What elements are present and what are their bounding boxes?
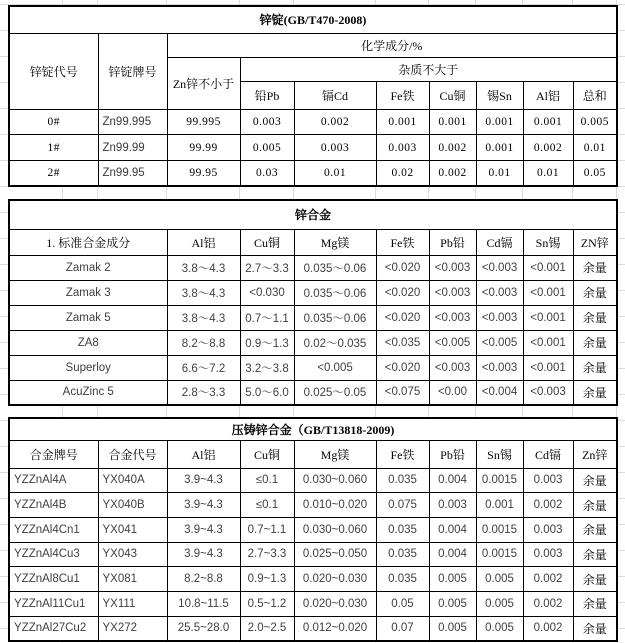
table-cell: 0.02～0.035 xyxy=(294,330,376,355)
table-cell: 余量 xyxy=(573,355,617,380)
table-cell: 0.002 xyxy=(294,109,376,135)
column-header: 1. 标准合金成分 xyxy=(9,229,167,255)
table-cell: 0.01 xyxy=(476,160,523,186)
table-cell: 0.005 xyxy=(429,591,476,616)
table-cell: YX081 xyxy=(98,567,167,592)
column-header-code: 锌锭代号 xyxy=(9,33,98,109)
table-cell: 0.001 xyxy=(476,493,523,518)
header-row xyxy=(9,33,617,57)
die-cast-zinc-alloy-table xyxy=(8,417,618,642)
table-title: 锌锭(GB/T470-2008) xyxy=(9,6,617,33)
column-header: Cu铜 xyxy=(240,229,294,255)
table-cell: <0.001 xyxy=(523,280,573,305)
table-cell: 0.004 xyxy=(429,517,476,542)
column-header: Al铝 xyxy=(523,81,573,109)
table-cell: 8.2～8.8 xyxy=(167,330,240,355)
table-cell: 0.035 xyxy=(376,567,429,592)
column-header-zn-min: Zn锌不小于 xyxy=(167,57,240,109)
table-cell: <0.003 xyxy=(476,280,523,305)
header-row xyxy=(9,229,617,255)
table-cell: <0.003 xyxy=(523,380,573,405)
table-cell: 3.9~4.3 xyxy=(167,542,240,567)
column-header-grade: 锌锭牌号 xyxy=(98,33,167,109)
zinc-alloy-table xyxy=(8,199,618,406)
table-cell: 0.035 xyxy=(376,468,429,493)
table-cell: 6.6～7.2 xyxy=(167,355,240,380)
column-header: Cd镉 xyxy=(523,440,573,468)
table-cell: 余量 xyxy=(573,591,617,616)
table-cell: ZA8 xyxy=(9,330,167,355)
table-cell: 0.0015 xyxy=(476,468,523,493)
table-cell: YX040B xyxy=(98,493,167,518)
table-cell: 0# xyxy=(9,109,98,135)
table-cell: <0.003 xyxy=(429,355,476,380)
table-cell: YX040A xyxy=(98,468,167,493)
table-cell: 余量 xyxy=(573,305,617,330)
table-cell: 余量 xyxy=(573,542,617,567)
table-cell: 余量 xyxy=(573,255,617,280)
table-cell: YX043 xyxy=(98,542,167,567)
table-cell: 0.005 xyxy=(476,591,523,616)
table-cell: 0.002 xyxy=(429,160,476,186)
table-cell: 0.01 xyxy=(294,160,376,186)
table-row xyxy=(9,355,617,380)
zinc-alloy-header xyxy=(9,200,617,255)
table-cell: <0.003 xyxy=(476,305,523,330)
column-header: Pb铅 xyxy=(429,440,476,468)
table-cell: Zamak 3 xyxy=(9,280,167,305)
table-cell: 25.5~28.0 xyxy=(167,616,240,641)
table-cell: 0.005 xyxy=(429,616,476,641)
table-cell: 0.025~0.050 xyxy=(294,542,376,567)
table-row xyxy=(9,468,617,493)
table-cell: 0.010~0.020 xyxy=(294,493,376,518)
column-header: 镉Cd xyxy=(294,81,376,109)
table-cell: 0.003 xyxy=(429,493,476,518)
table-row xyxy=(9,330,617,355)
header-row xyxy=(9,440,617,468)
table-cell: <0.003 xyxy=(429,305,476,330)
table-cell: 0.003 xyxy=(523,468,573,493)
table-cell: <0.001 xyxy=(523,355,573,380)
table-row xyxy=(9,493,617,518)
table-cell: 余量 xyxy=(573,493,617,518)
table-cell: 0.7～1.1 xyxy=(240,305,294,330)
table-cell: 0.0015 xyxy=(476,542,523,567)
column-header: Fe铁 xyxy=(376,229,429,255)
table-cell: 0.035 xyxy=(376,517,429,542)
table-cell: <0.020 xyxy=(376,280,429,305)
zinc-ingot-header xyxy=(9,6,617,109)
table-body xyxy=(9,255,617,405)
table-cell: <0.001 xyxy=(523,305,573,330)
table-cell: Superloy xyxy=(9,355,167,380)
column-header: 合金代号 xyxy=(98,440,167,468)
column-header: 铅Pb xyxy=(240,81,294,109)
column-header: Mg镁 xyxy=(294,229,376,255)
table-cell: 0.9~1.3 xyxy=(240,567,294,592)
column-header: Al铝 xyxy=(167,229,240,255)
table-cell: 5.0～6.0 xyxy=(240,380,294,405)
column-header: 总和 xyxy=(573,81,617,109)
table-cell: Zamak 2 xyxy=(9,255,167,280)
table-row xyxy=(9,542,617,567)
column-header: Sn锡 xyxy=(476,440,523,468)
table-row xyxy=(9,135,617,161)
table-row xyxy=(9,380,617,405)
table-cell: 3.2～3.8 xyxy=(240,355,294,380)
table-cell: 0.01 xyxy=(573,135,617,161)
table-cell: 0.005 xyxy=(429,567,476,592)
table-cell: 0.5~1.2 xyxy=(240,591,294,616)
table-cell: 0.001 xyxy=(476,135,523,161)
table-cell: 0.005 xyxy=(573,109,617,135)
table-cell: 3.8～4.3 xyxy=(167,305,240,330)
column-header: Pb铅 xyxy=(429,229,476,255)
table-cell: 0.005 xyxy=(240,135,294,161)
table-cell: YZZnAl11Cu1 xyxy=(9,591,98,616)
table-cell: 2.7~3.3 xyxy=(240,542,294,567)
table-cell: 0.001 xyxy=(523,109,573,135)
table-cell: <0.020 xyxy=(376,255,429,280)
table-cell: <0.00 xyxy=(429,380,476,405)
table-cell: <0.020 xyxy=(376,355,429,380)
table-cell: 2.8～3.3 xyxy=(167,380,240,405)
table-cell: Zamak 5 xyxy=(9,305,167,330)
table-title-row xyxy=(9,6,617,33)
column-header: Al铝 xyxy=(167,440,240,468)
table-cell: 0.004 xyxy=(429,542,476,567)
table-cell: 3.8～4.3 xyxy=(167,255,240,280)
table-cell: YZZnAl4Cn1 xyxy=(9,517,98,542)
table-cell: 余量 xyxy=(573,280,617,305)
column-header-composition: 化学成分/% xyxy=(167,33,617,57)
column-header: Sn锡 xyxy=(523,229,573,255)
table-cell: YZZnAl8Cu1 xyxy=(9,567,98,592)
column-header: Mg镁 xyxy=(294,440,376,468)
table-row xyxy=(9,109,617,135)
table-cell: 0.002 xyxy=(523,135,573,161)
table-cell: 0.9～1.3 xyxy=(240,330,294,355)
table-cell: 3.9~4.3 xyxy=(167,517,240,542)
table-cell: 余量 xyxy=(573,616,617,641)
column-header: Fe铁 xyxy=(376,440,429,468)
table-row xyxy=(9,567,617,592)
table-cell: 0.07 xyxy=(376,616,429,641)
table-cell: 0.012~0.020 xyxy=(294,616,376,641)
table-cell: 2.7～3.3 xyxy=(240,255,294,280)
table-cell: <0.004 xyxy=(476,380,523,405)
table-cell: 99.95 xyxy=(167,160,240,186)
table-cell: 2# xyxy=(9,160,98,186)
table-cell: 0.035～0.06 xyxy=(294,305,376,330)
table-cell: 0.7~1.1 xyxy=(240,517,294,542)
table-row xyxy=(9,305,617,330)
table-cell: YZZnAl27Cu2 xyxy=(9,616,98,641)
table-cell: 0.035～0.06 xyxy=(294,255,376,280)
table-cell: Zn99.99 xyxy=(98,135,167,161)
table-cell: YX272 xyxy=(98,616,167,641)
table-row xyxy=(9,160,617,186)
column-header: 锡Sn xyxy=(476,81,523,109)
table-cell: 0.002 xyxy=(429,135,476,161)
table-cell: ≤0.1 xyxy=(240,493,294,518)
table-title-row xyxy=(9,418,617,440)
table-cell: 0.003 xyxy=(240,109,294,135)
table-cell: 0.003 xyxy=(294,135,376,161)
table-cell: 0.025～0.05 xyxy=(294,380,376,405)
table-cell: Zn99.995 xyxy=(98,109,167,135)
table-title-row xyxy=(9,200,617,229)
table-cell: 0.001 xyxy=(429,109,476,135)
column-header: Cd镉 xyxy=(476,229,523,255)
table-cell: <0.001 xyxy=(523,255,573,280)
table-cell: <0.003 xyxy=(429,280,476,305)
table-cell: 0.035～0.06 xyxy=(294,280,376,305)
table-row xyxy=(9,517,617,542)
table-cell: <0.003 xyxy=(476,355,523,380)
table-cell: 0.005 xyxy=(476,567,523,592)
column-header: Cu铜 xyxy=(429,81,476,109)
table-row xyxy=(9,591,617,616)
table-cell: 3.9~4.3 xyxy=(167,468,240,493)
table-cell: 余量 xyxy=(573,468,617,493)
table-cell: 0.002 xyxy=(523,567,573,592)
table-cell: <0.035 xyxy=(376,330,429,355)
table-cell: 0.01 xyxy=(523,160,573,186)
table-cell: <0.030 xyxy=(240,280,294,305)
table-cell: 0.02 xyxy=(376,160,429,186)
table-cell: 余量 xyxy=(573,567,617,592)
table-cell: 0.003 xyxy=(523,517,573,542)
table-cell: <0.075 xyxy=(376,380,429,405)
table-cell: YX041 xyxy=(98,517,167,542)
table-body xyxy=(9,468,617,641)
table-cell: 余量 xyxy=(573,517,617,542)
table-cell: 3.8～4.3 xyxy=(167,280,240,305)
table-cell: 0.05 xyxy=(573,160,617,186)
table-row xyxy=(9,616,617,641)
table-cell: 0.001 xyxy=(376,109,429,135)
table-cell: 10.8~11.5 xyxy=(167,591,240,616)
table-cell: 0.001 xyxy=(476,109,523,135)
table-cell: ≤0.1 xyxy=(240,468,294,493)
table-cell: YZZnAl4Cu3 xyxy=(9,542,98,567)
table-title: 锌合金 xyxy=(9,200,617,229)
table-cell: 0.002 xyxy=(523,591,573,616)
column-header: ZN锌 xyxy=(573,229,617,255)
zinc-ingot-table xyxy=(8,5,618,187)
table-cell: <0.001 xyxy=(523,330,573,355)
table-cell: 8.2~8.8 xyxy=(167,567,240,592)
table-cell: 1# xyxy=(9,135,98,161)
table-row xyxy=(9,280,617,305)
table-cell: AcuZinc 5 xyxy=(9,380,167,405)
table-cell: 0.003 xyxy=(376,135,429,161)
table-cell: <0.020 xyxy=(376,305,429,330)
column-header-impurity-max: 杂质不大于 xyxy=(240,57,617,81)
table-cell: YZZnAl4B xyxy=(9,493,98,518)
table-row xyxy=(9,255,617,280)
die-cast-header xyxy=(9,418,617,468)
table-cell: YZZnAl4A xyxy=(9,468,98,493)
table-cell: 0.005 xyxy=(476,616,523,641)
table-cell: 0.035 xyxy=(376,542,429,567)
table-cell: 余量 xyxy=(573,330,617,355)
table-cell: YX111 xyxy=(98,591,167,616)
table-cell: 0.003 xyxy=(523,542,573,567)
table-cell: 2.0~2.5 xyxy=(240,616,294,641)
column-header: 合金牌号 xyxy=(9,440,98,468)
table-title: 压铸锌合金（GB/T13818-2009) xyxy=(9,418,617,440)
table-cell: 0.030~0.060 xyxy=(294,517,376,542)
table-cell: <0.003 xyxy=(429,255,476,280)
column-header: Fe铁 xyxy=(376,81,429,109)
table-cell: 0.030~0.060 xyxy=(294,468,376,493)
table-cell: 0.05 xyxy=(376,591,429,616)
table-cell: 0.0015 xyxy=(476,517,523,542)
table-body xyxy=(9,109,617,186)
table-cell: 99.995 xyxy=(167,109,240,135)
column-header: Zn锌 xyxy=(573,440,617,468)
table-cell: 0.020~0.030 xyxy=(294,567,376,592)
table-cell: 0.004 xyxy=(429,468,476,493)
table-cell: <0.003 xyxy=(476,255,523,280)
table-cell: <0.005 xyxy=(476,330,523,355)
table-cell: 0.03 xyxy=(240,160,294,186)
table-cell: Zn99.95 xyxy=(98,160,167,186)
table-cell: 0.002 xyxy=(523,616,573,641)
column-header: Cu铜 xyxy=(240,440,294,468)
table-cell: 0.075 xyxy=(376,493,429,518)
table-cell: <0.005 xyxy=(294,355,376,380)
table-cell: 99.99 xyxy=(167,135,240,161)
table-cell: 余量 xyxy=(573,380,617,405)
table-cell: 0.002 xyxy=(523,493,573,518)
table-cell: <0.005 xyxy=(429,330,476,355)
table-cell: 3.9~4.3 xyxy=(167,493,240,518)
table-cell: 0.020~0.030 xyxy=(294,591,376,616)
